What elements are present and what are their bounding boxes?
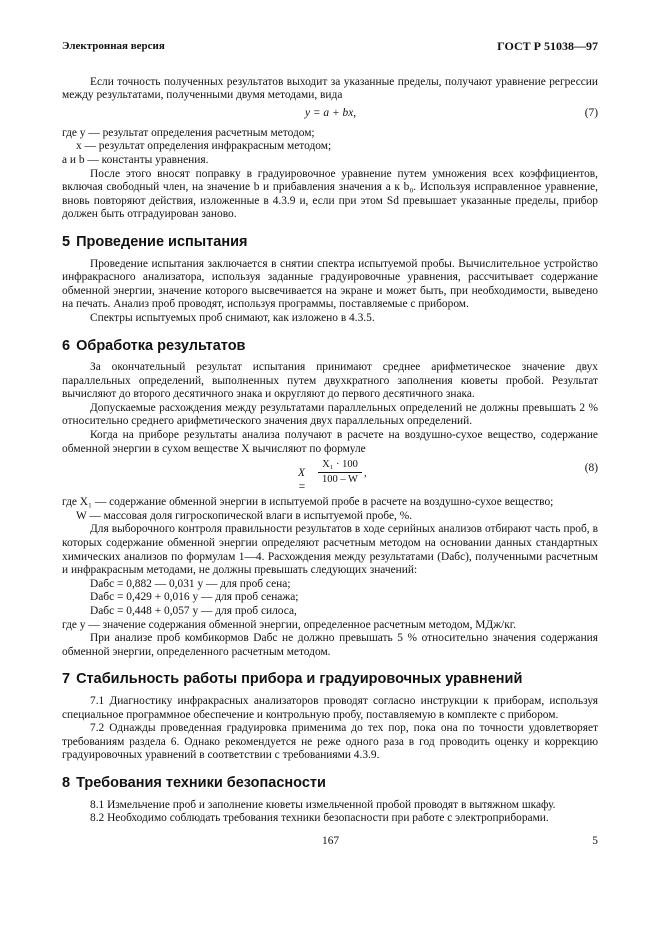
section-8-title: Требования техники безопасности xyxy=(76,774,326,791)
formula-7-number: (7) xyxy=(584,106,598,119)
formula-8 xyxy=(62,458,598,494)
intro-paragraph-1: Если точность полученных результатов выходит за указанные пределы, получают уравнение регрессии между результатами, полученными двумя методами, вида xyxy=(62,75,598,102)
section-8-heading xyxy=(62,774,598,791)
section-6-heading xyxy=(62,337,598,354)
section-8-number: 8 xyxy=(62,774,71,791)
header-right: ГОСТ Р 51038—97 xyxy=(497,39,598,53)
s8-paragraph-2: 8.2 Необходимо соблюдать требования техники безопасности при работе с электроприборами. xyxy=(90,812,549,825)
section-6-number: 6 xyxy=(62,337,71,354)
deviation-list xyxy=(62,578,598,619)
s6-paragraph-3: Когда на приборе результаты анализа получают в расчете на воздушно-сухое вещество, содержание обменной энергии в сухом веществе X вычисляют по формуле xyxy=(62,429,598,455)
page-number-right: 5 xyxy=(592,835,598,847)
deviation-hay: Dабс = 0,882 — 0,031 y — для проб сена; xyxy=(90,577,291,590)
s7-paragraph-2: 7.2 Однажды проведенная градуировка применима до тех пор, пока она по точности удовлетворяет требованиям раздела 6. Однако рекомендуется не реже одного раза в год проводить оценку и коррекцию градуировочных уравнений в соответствии с требованиями 4.3.9. xyxy=(62,722,598,762)
s6-paragraph-4: Для выборочного контроля правильности результатов в ходе серийных анализов отбирают часть проб, в которых содержание обменной энергии определяют расчетным методом на основании данных стандартных химических анализов по формулам 1—4. Расхождения между результатами (Dабс), полученными расчетным и инфракрасным методами, не должны превышать следующих значений: xyxy=(62,523,598,577)
s8-paragraph-1: 8.1 Измельчение проб и заполнение кюветы измельченной пробой проводят в вытяжном шкафу. xyxy=(90,798,556,811)
deviation-silage: Dабс = 0,448 + 0,057 y — для проб силоса, xyxy=(90,605,297,617)
section-7-heading xyxy=(62,673,598,687)
formula-7-expression: y = a + bx, xyxy=(305,106,357,119)
where-w: W — массовая доля гигроскопической влаги в испытуемой пробе, %. xyxy=(76,509,413,522)
s6-paragraph-1: За окончательный результат испытания принимают среднее арифметическое значение двух параллельных определений, выполненных путем двухкратного заполнения кюветы пробой. Результат вычисляют до второго десятичного знака и округляют до первого десятичного знака. xyxy=(62,361,598,401)
s7-paragraph-1: 7.1 Диагностику инфракрасных анализаторов проводят согласно инструкции к приборам, используя специальное программное обеспечение и контрольную пробу, поставляемую в комплекте с прибором. xyxy=(62,694,598,721)
section-7-title: Стабильность работы прибора и градуировочных уравнений xyxy=(76,671,523,688)
where-y-2: где y — значение содержания обменной энергии, определенное расчетным методом, МДж/кг. xyxy=(62,618,516,631)
where-x: x — результат определения инфракрасным методом; xyxy=(76,140,332,153)
header-left: Электронная версия xyxy=(62,40,165,52)
where-y: где y — результат определения расчетным методом; xyxy=(62,126,315,139)
formula-7 xyxy=(62,105,598,123)
running-header xyxy=(62,40,598,54)
section-5-number: 5 xyxy=(62,233,71,250)
intro-paragraph-2: После этого вносят поправку в градуировочное уравнение путем умножения всех коэффициентов, включая свободный член, на значение b и прибавления значения a к b₀. Используя исправленное уравнение, вновь повторяют действия, изложенные в 4.3.9 и, если при этом Sd превышает указанные пределы, прибор должен быть отградуирован заново. xyxy=(62,167,598,221)
formula-8-numerator: X₁ · 100 xyxy=(318,458,362,473)
document-page xyxy=(62,39,598,847)
s6-paragraph-2: Допускаемые расхождения между результатами параллельных определений не должны превышать 2 % относительно среднего арифметического значения двух параллельных определений. xyxy=(62,401,598,428)
section-5-title: Проведение испытания xyxy=(76,233,248,250)
section-6-title: Обработка результатов xyxy=(76,337,246,354)
s5-paragraph-1: Проведение испытания заключается в снятии спектра испытуемой пробы. Вычислительное устройство инфракрасного анализатора, используя заданные градуировочные уравнения, рассчитывает содержание обменной энергии, значение которого высвечивается на экране и может быть, при необходимости, выведено на печать. Анализ проб проводят, используя программы, поставляемые с прибором. xyxy=(62,257,598,311)
formula-8-number: (8) xyxy=(584,462,598,475)
where-x1: где X₁ — содержание обменной энергии в испытуемой пробе в расчете на воздушно-сухое вещество; xyxy=(62,496,554,509)
page-number-center: 167 xyxy=(322,835,340,847)
section-7-number: 7 xyxy=(62,671,71,688)
s5-paragraph-2: Спектры испытуемых проб снимают, как изложено в 4.3.5. xyxy=(90,311,375,324)
formula-8-lhs: X = xyxy=(298,467,306,493)
s6-paragraph-5: При анализе проб комбикормов Dабс не должно превышать 5 % относительно значения содержания обменной энергии, определенного расчетным методом. xyxy=(62,632,598,658)
formula-8-denominator: 100 – W xyxy=(322,474,358,486)
formula-8-comma: , xyxy=(364,468,367,480)
where-ab: a и b — константы уравнения. xyxy=(62,153,209,166)
deviation-haylage: Dабс = 0,429 + 0,016 y — для проб сенажа; xyxy=(90,591,299,604)
section-5-heading xyxy=(62,233,598,250)
